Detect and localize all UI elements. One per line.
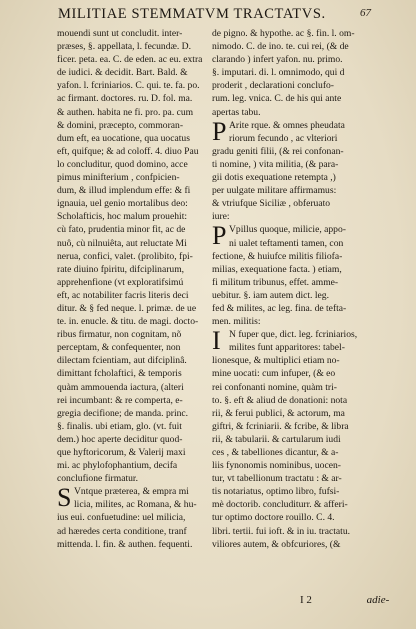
text-line: & vtriufque Siciliæ , obferuato: [212, 198, 331, 210]
text-line: ficer. peta. ea. C. de eden. ac eu. extra: [57, 54, 203, 66]
text-line: lo concluditur, quod domino, acce: [57, 158, 188, 170]
text-line: liis fynonomis nominibus, uocen-: [212, 460, 341, 472]
text-line: per uulgate militare affirmamus:: [212, 185, 337, 197]
text-line: Vpillus quoque, milicie, appo-: [229, 224, 346, 236]
text-line: rei confonanti nomine, quàm tri-: [212, 381, 337, 393]
text-line: ditur. & § fed neque. l. primæ. de ue: [57, 302, 197, 314]
drop-cap: P: [212, 116, 227, 146]
text-line: de pigno. & hypothe. ac §. fin. l. om-: [212, 28, 355, 39]
text-line: de iudici. & decidit. Bart. Bald. &: [57, 67, 188, 79]
text-line: eft, quifque; & ad coloff. 4. diuo Pau: [57, 145, 199, 157]
text-line: yafon. l. fcriniarios. C. qui. te. fa. po.: [57, 80, 200, 92]
right-column: [212, 27, 372, 551]
text-line: mittenda. l. fin. & authen. fequenti.: [57, 538, 193, 550]
text-line: §. finalis. ubi etiam, glo. (vt. fuit: [57, 420, 182, 432]
text-line: ad hæredes certa conditione, tranf: [57, 525, 187, 537]
text-line: nuô, cù nilnuiêta, aut reluctate Mi: [57, 237, 187, 249]
running-head: [0, 6, 416, 28]
text-line: rii, & tabularii. & cartularum iudi: [212, 433, 341, 445]
drop-cap: S: [57, 483, 72, 513]
text-line: mi. ac phylofophantium, decifa: [57, 460, 178, 472]
text-line: gradu geniti filii, (& rei confonan-: [212, 145, 344, 157]
page-footer: [300, 594, 389, 606]
text-line: te. in. enucle. & titu. de magi. docto-: [57, 316, 199, 328]
drop-cap: P: [212, 221, 227, 251]
text-line: tur, vt tabellionum tractatu : & ar-: [212, 473, 342, 485]
text-line: mè doctorib. concluditurr. & afferi-: [212, 499, 348, 511]
text-line: dum, & illud implendum effe: & fi: [57, 185, 191, 197]
left-column: [57, 27, 215, 551]
text-line: tur optimo doctore rouillo. C. 4.: [212, 512, 335, 524]
text-line: milites funt apparitores: tabel-: [229, 342, 345, 354]
right-paragraph-3: [212, 223, 372, 328]
text-line: N fuper que, dict. leg. fcriniarios,: [229, 329, 358, 341]
folio-number: 67: [360, 7, 371, 19]
running-title: MILITIAE STEMMATVM TRACTATVS.: [58, 6, 326, 22]
text-line: apprehenfione (vt exploratifsimú: [57, 276, 184, 288]
text-line: nerua, confici, valet. (prolibito, fpi-: [57, 250, 193, 262]
text-line: men. militis:: [212, 316, 261, 328]
text-line: giftri, & fcriniarii. & fcribe, & libra: [212, 420, 349, 432]
text-line: Scholafticis, hoc malum prouehit:: [57, 211, 188, 223]
right-paragraph-4: [212, 328, 372, 551]
text-line: ac firmant. doctores. ru. D. fol. ma.: [57, 93, 193, 105]
text-line: §. imputari. di. l. omnimodo, qui d: [212, 67, 345, 79]
text-line: rate diuino fpiritu, difciplinarum,: [57, 263, 185, 275]
text-line: to. §. eft & aliud de donationi: nota: [212, 394, 348, 406]
text-line: præses, §. appellata, l. fecundæ. D.: [57, 41, 192, 53]
text-line: rii, & ferui publici, & actorum, ma: [212, 407, 345, 419]
text-line: licia, milites, ac Romana, & hu-: [74, 499, 197, 511]
text-line: nimodo. C. de ino. te. cui rei, (& de: [212, 41, 349, 53]
text-line: Arite rque. & omnes pheudata: [229, 119, 345, 131]
right-paragraph-1: [212, 27, 372, 119]
catchword: adie-: [366, 594, 390, 606]
text-line: clarando ) infert yafon. nu. primo.: [212, 54, 343, 66]
text-line: ti nomine, ) vita militia, (& para-: [212, 158, 339, 170]
text-line: quàm ammouenda iactura, (alteri: [57, 381, 184, 393]
text-line: ignauia, uel genio mortalibus deo:: [57, 198, 188, 210]
text-line: rum. leg. vnica. C. de his qui ante: [212, 93, 342, 105]
text-line: perceptam, & confequenter, non: [57, 342, 181, 354]
text-line: proderit , declarationi conclufo-: [212, 80, 335, 92]
text-line: conclufione firmatur.: [57, 473, 138, 485]
text-line: mouendi sunt ut concludit. inter-: [57, 28, 183, 39]
text-line: pimus minifterium , confpicien-: [57, 172, 180, 184]
signature-mark: I 2: [300, 594, 312, 606]
text-line: rei incumbant: & re comperta, e-: [57, 394, 183, 406]
text-line: apertas tabu.: [212, 106, 261, 118]
text-line: gregia decifione; de manda. princ.: [57, 407, 189, 419]
text-line: iure:: [212, 211, 230, 223]
left-paragraph-1: [57, 27, 215, 485]
text-line: dimittant fcholaftici, & temporis: [57, 368, 182, 380]
text-line: gii dotis exequatione retempta ,): [212, 172, 336, 184]
left-paragraph-2: [57, 485, 215, 550]
text-line: Vntque præterea, & empra mi: [74, 486, 189, 498]
text-line: ribus firmatur, non cognitam, nõ: [57, 329, 182, 341]
text-line: & authen. habita ne fi. pro. pa. cum: [57, 106, 194, 118]
text-line: libri. tertii. fui ioft. & in iu. tractatu.: [212, 525, 351, 537]
text-line: lionesque, & multiplici etiam no-: [212, 355, 340, 367]
text-line: riorum fecundo , ac vlteriori: [229, 132, 338, 144]
text-line: dum eft, ea uocatione, qua uocatus: [57, 132, 190, 144]
text-line: cù fato, prudentia minor fit, ac de: [57, 224, 186, 236]
text-line: eft, ac notabiliter facris literis deci: [57, 289, 189, 301]
right-paragraph-2: [212, 116, 372, 224]
text-line: & domini, præcepto, commoran-: [57, 119, 184, 131]
text-line: fed & milites, ac leg. fina. de tefta-: [212, 302, 347, 314]
text-line: tis notariatus, optimo libro, fufsi-: [212, 486, 340, 498]
text-line: que hyftoricorum, & Valerij maxi: [57, 447, 186, 458]
text-line: ces , & tabelliones dicantur, & a-: [212, 447, 339, 458]
text-line: mine uocati: cum infuper, (& eo: [212, 368, 336, 380]
text-line: fi militum tribunus, effet. amme-: [212, 276, 339, 288]
text-line: milias, exequatione facta. ) etiam,: [212, 263, 342, 275]
drop-cap: I: [212, 326, 221, 356]
text-line: ni ualet teftamenti tamen, con: [229, 237, 344, 249]
text-line: viliores autem, & obfcuriores, (&: [212, 538, 341, 550]
text-line: fectione, & huiufce militis filiofa-: [212, 250, 343, 262]
text-line: ius eui. confuetudine: uel milicia,: [57, 512, 186, 524]
text-line: uebitur. §. iam autem dict. leg.: [212, 289, 329, 301]
text-line: dem.) hoc aperte deciditur quod-: [57, 433, 183, 445]
text-line: dilectam fcientiam, aut difciplinâ.: [57, 355, 187, 367]
